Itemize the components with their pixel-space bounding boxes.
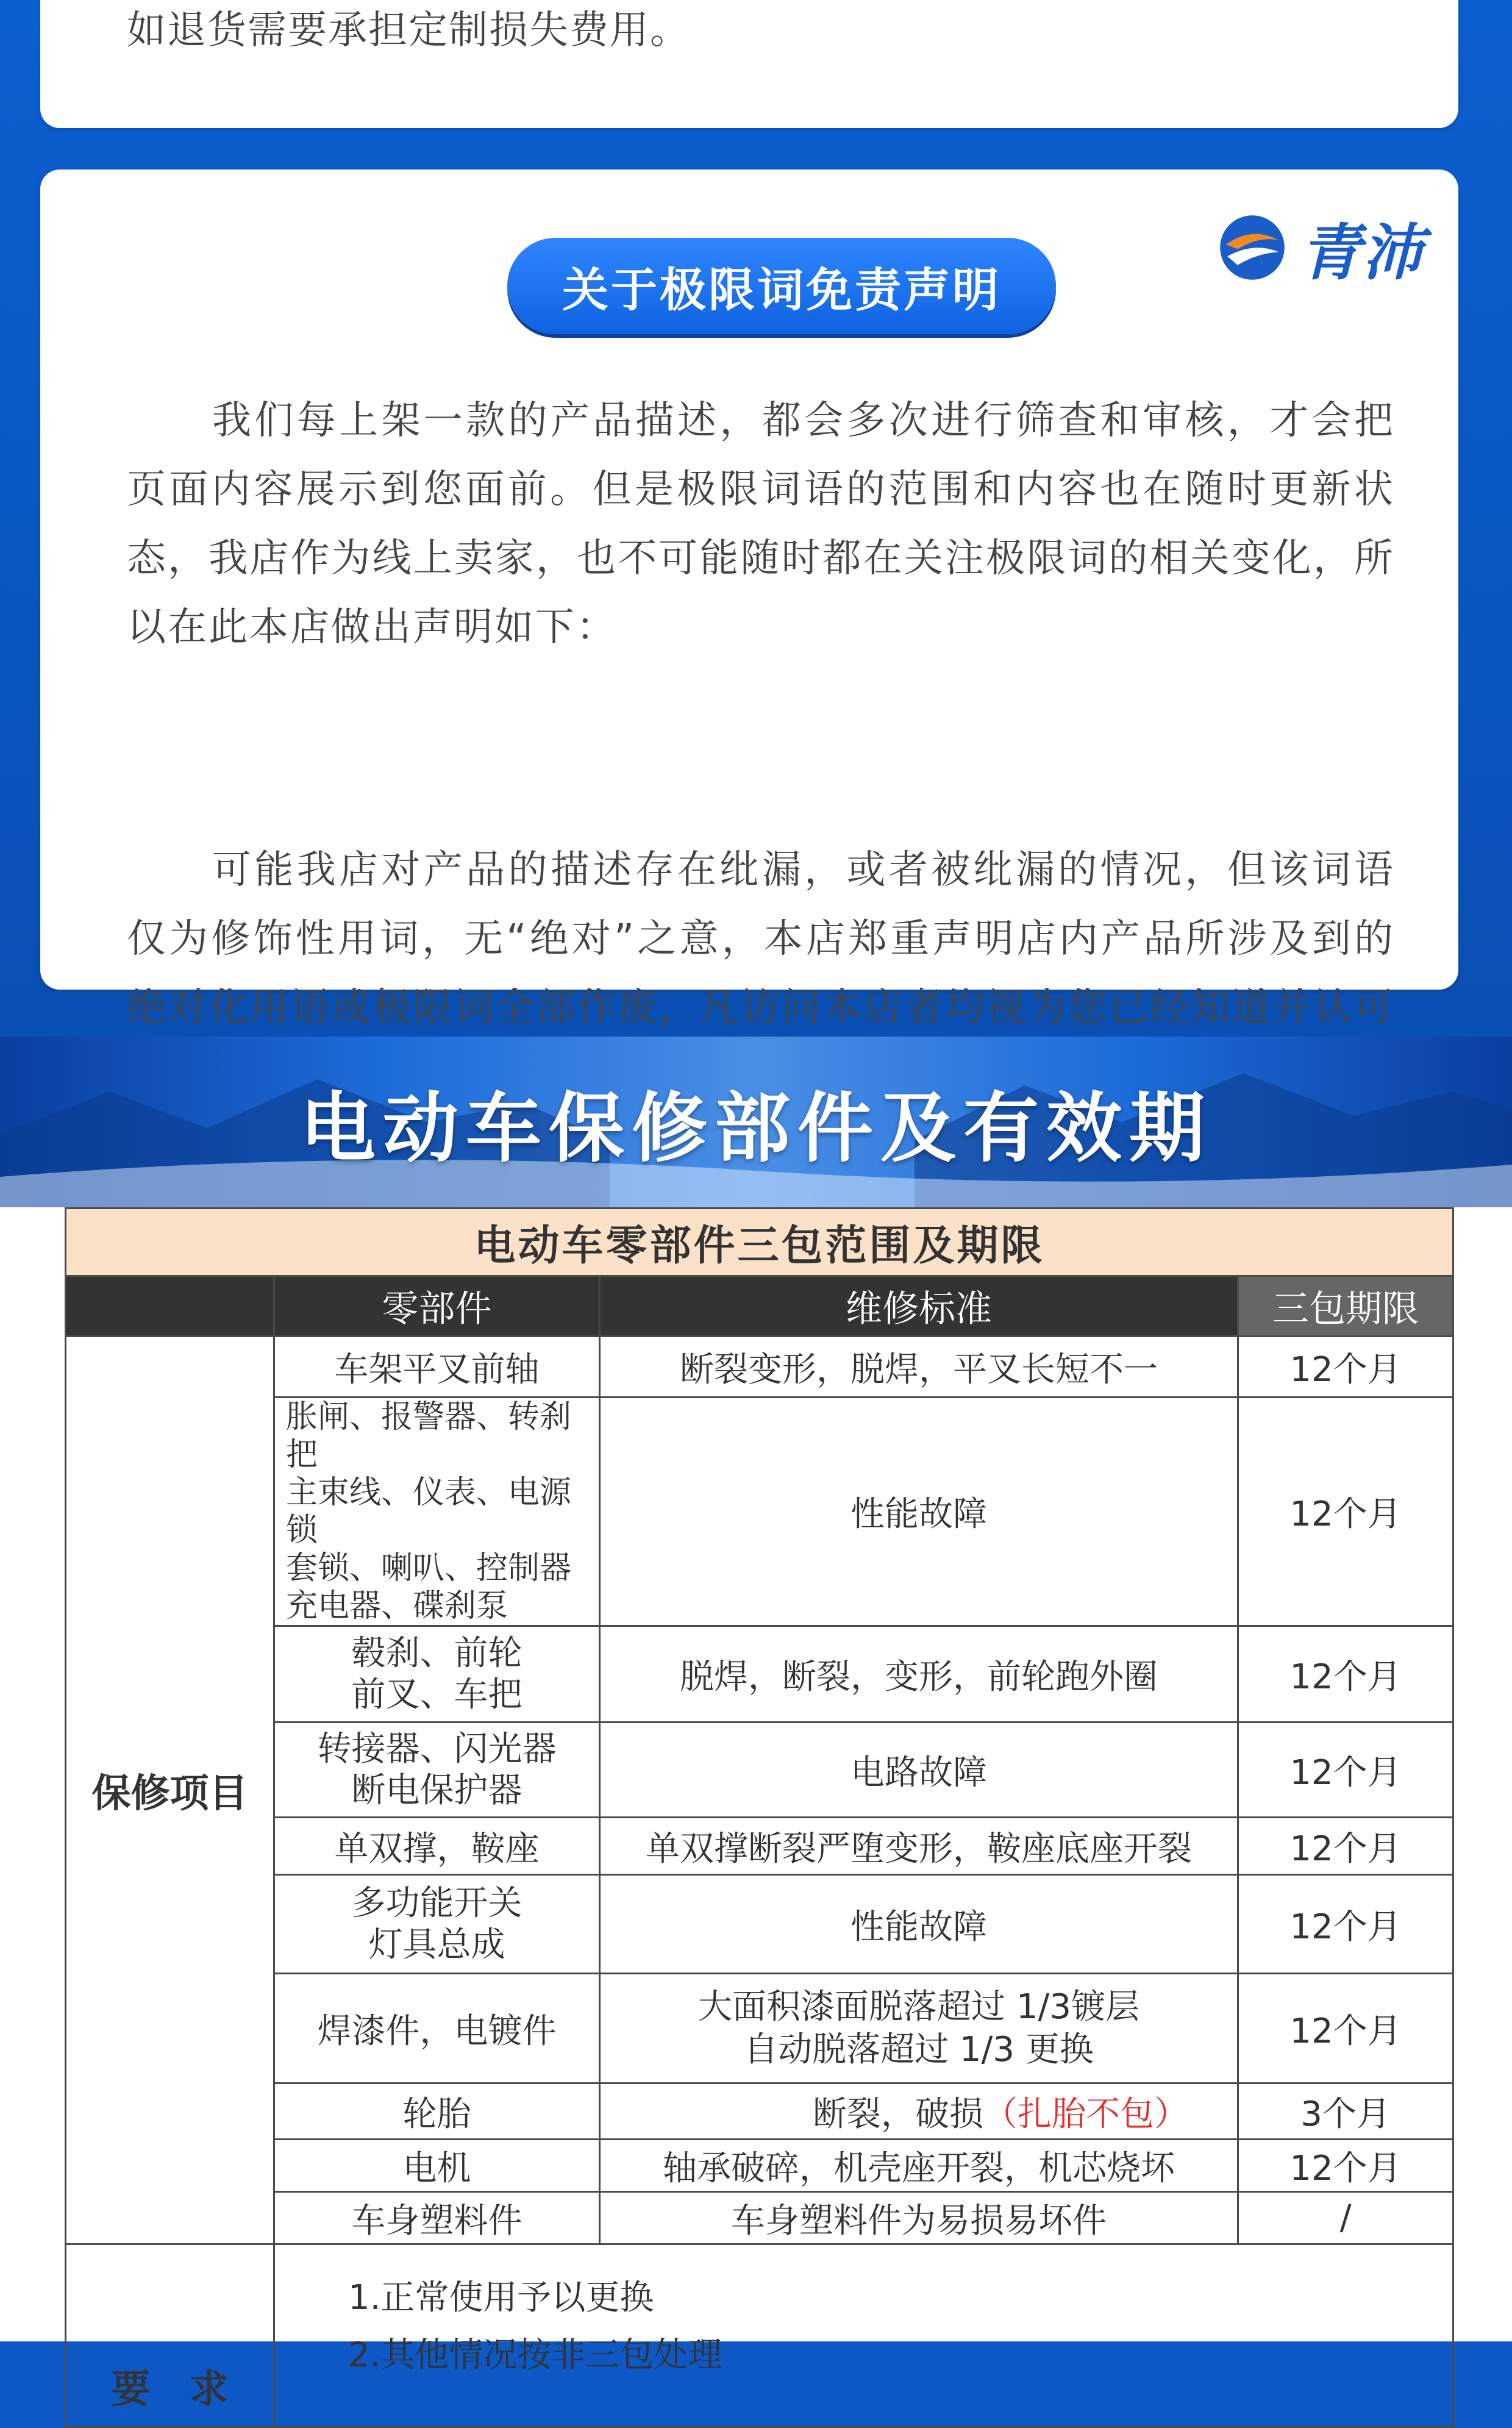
banner-title: 电动车保修部件及有效期 (299, 1085, 1212, 1173)
standard-cell: 轴承破碎，机壳座开裂，机芯烧坏 (600, 2140, 1238, 2192)
table-row (66, 1398, 1453, 1626)
standard-cell: 大面积漆面脱落超过 1/3镀层 自动脱落超过 1/3 更换 (600, 1974, 1238, 2083)
table-row (66, 1875, 1453, 1974)
disclaimer-paragraph-2: 可能我店对产品的描述存在纰漏，或者被纰漏的情况，但该词语仅为修饰性用词，无“绝对”之意，本店郑重声明店内产品所涉及到的绝对化用语或极限词全部作废，凡访问本店者均视为您已经知道并认可 (127, 848, 1395, 1030)
table-row (66, 1974, 1453, 2083)
header-standard: 维修标准 (600, 1276, 1238, 1337)
requirements-cell (274, 2244, 1453, 2427)
part-cell: 车架平叉前轴 (274, 1337, 600, 1398)
part-cell: 胀闸、报警器、转刹把 主束线、仪表、电源锁 套锁、喇叭、控制器 充电器、碟刹泵 (274, 1398, 600, 1626)
side-label-requirements: 要 求 (66, 2244, 274, 2427)
header-period: 三包期限 (1238, 1276, 1453, 1337)
standard-cell: 性能故障 (600, 1875, 1238, 1974)
header-part: 零部件 (274, 1276, 600, 1337)
part-cell: 转接器、闪光器 断电保护器 (274, 1723, 600, 1818)
standard-cell: 断裂，破损（扎胎不包） (600, 2083, 1238, 2140)
disclaimer-card (40, 170, 1458, 1030)
side-label-warranty: 保修项目 (66, 1337, 274, 2244)
part-cell: 多功能开关 灯具总成 (274, 1875, 600, 1974)
period-cell: 3个月 (1238, 2083, 1453, 2140)
disclaimer-title: 关于极限词免责声明 (507, 238, 1056, 334)
table-header-row (66, 1276, 1453, 1337)
period-cell: 12个月 (1238, 1337, 1453, 1398)
standard-cell: 断裂变形，脱焊，平叉长短不一 (600, 1337, 1238, 1398)
period-cell: / (1238, 2192, 1453, 2244)
brand-logo (1216, 205, 1447, 290)
standard-cell: 车身塑料件为易损易坏件 (600, 2192, 1238, 2244)
period-cell: 12个月 (1238, 1974, 1453, 2083)
warranty-table-area (0, 1207, 1512, 2412)
period-cell: 12个月 (1238, 2140, 1453, 2192)
brand-logo-text: 青沛 (1300, 217, 1424, 288)
standard-cell: 单双撑断裂严堕变形，鞍座底座开裂 (600, 1818, 1238, 1875)
part-cell: 轮胎 (274, 2083, 600, 2140)
table-title-row (66, 1209, 1453, 1276)
requirement-item: 1.正常使用予以更换 (348, 2278, 654, 2318)
requirements-row (66, 2244, 1453, 2427)
table-row (66, 2083, 1453, 2140)
part-cell: 单双撑，鞍座 (274, 1818, 600, 1875)
table-row (66, 1818, 1453, 1875)
period-cell: 12个月 (1238, 1818, 1453, 1875)
brand-logo-icon (1216, 211, 1289, 284)
warranty-banner (0, 1037, 1512, 1207)
part-cell: 车身塑料件 (274, 2192, 600, 2244)
requirement-item: 2.其他情况按非三包处理 (348, 2335, 722, 2375)
part-cell: 毂刹、前轮 前叉、车把 (274, 1626, 600, 1723)
tire-exclusion-note: （扎胎不包） (983, 2094, 1188, 2134)
table-row (66, 2192, 1453, 2244)
table-row (66, 1626, 1453, 1723)
period-cell: 12个月 (1238, 1875, 1453, 1974)
table-row (66, 2140, 1453, 2192)
header-blank (66, 1276, 274, 1337)
period-cell: 12个月 (1238, 1626, 1453, 1723)
period-cell: 12个月 (1238, 1723, 1453, 1818)
disclaimer-paragraph-1: 我们每上架一款的产品描述，都会多次进行筛查和审核，才会把页面内容展示到您面前。但是极限词语的范围和内容也在随时更新状态，我店作为线上卖家，也不可能随时都在关注极限词的相关变化，所以在此本店做出声明如下： (127, 398, 1395, 650)
standard-cell: 性能故障 (600, 1398, 1238, 1626)
return-policy-text: 如退货需要承担定制损失费用。 (127, 8, 690, 53)
standard-cell: 电路故障 (600, 1723, 1238, 1818)
table-title: 电动车零部件三包范围及期限 (66, 1209, 1453, 1276)
part-cell: 焊漆件，电镀件 (274, 1974, 600, 2083)
table-row (66, 1337, 1453, 1398)
period-cell: 12个月 (1238, 1398, 1453, 1626)
part-cell: 电机 (274, 2140, 600, 2192)
return-policy-card (40, 0, 1458, 128)
table-row (66, 1723, 1453, 1818)
warranty-table (65, 1207, 1454, 2428)
standard-cell: 脱焊，断裂，变形，前轮跑外圈 (600, 1626, 1238, 1723)
